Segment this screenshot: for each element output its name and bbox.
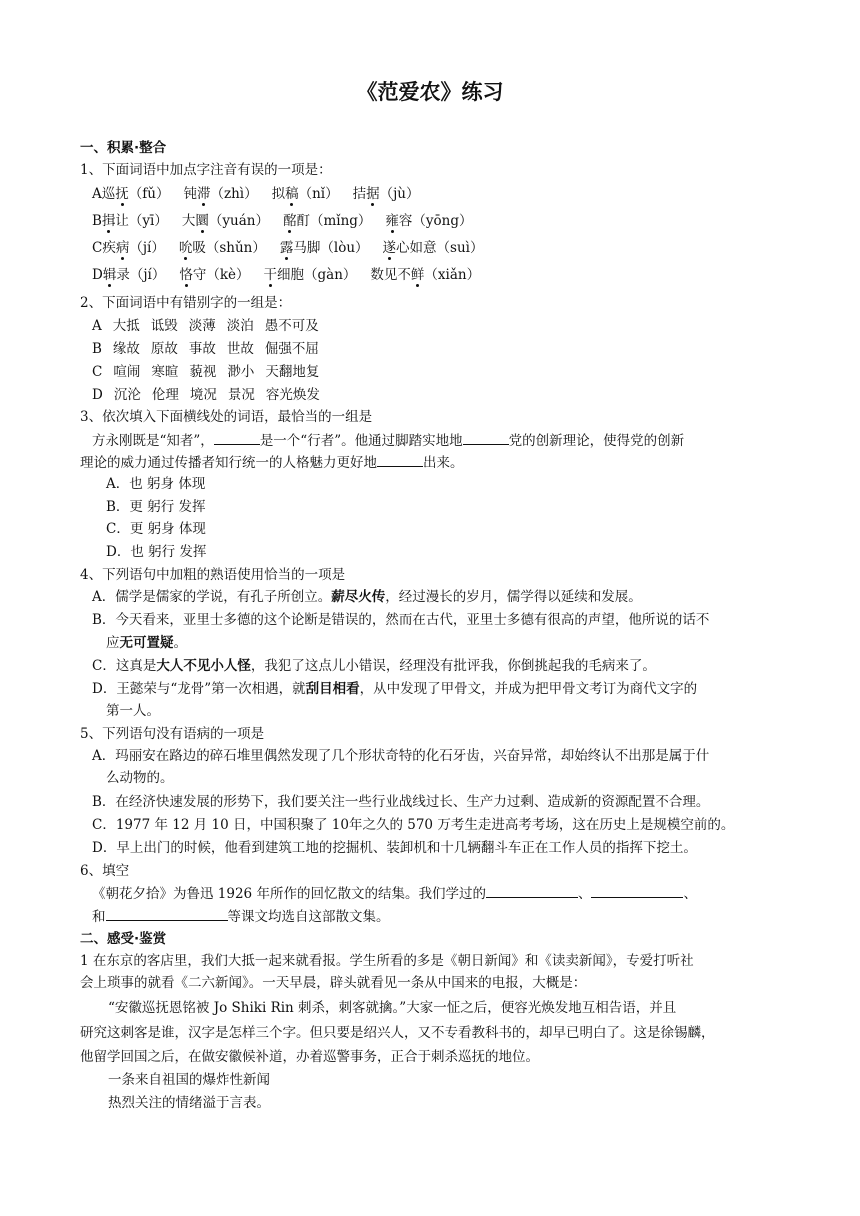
q6-blank-1[interactable] [486,883,578,898]
q4-idiom-b: 无可置疑 [119,635,174,651]
q5-option-b: B．在经济快速发展的形势下，我们要关注一些行业战线过长、生产力过剩、造成新的资源配置不合理。 [92,794,710,810]
q3-option-b: B．更 躬行 发挥 [106,499,206,515]
q2-stem: 2、下面词语中有错别字的一组是： [80,295,292,311]
passage-line-1: 1 在东京的客店里，我们大抵一起来就看报。学生所看的多是《朝日新闻》和《读卖新闻》，专爱打听社 [80,953,694,969]
q3-blank-2[interactable] [463,430,509,445]
q5-option-a-line-2: 么动物的。 [106,770,174,786]
q6-line-1: 《朝花夕拾》为鲁迅 1926 年所作的回忆散文的结集。我们学过的 、 、 [92,883,697,904]
q4-idiom-c: 大人不见小人怪 [156,658,251,674]
passage-line-3: “安徽巡抚恩铭被 Jo Shiki Rin 刺杀，刺客就擒。”大家一怔之后，便容光焕发地互相告语，并且 [108,1000,677,1016]
q4-stem: 4、下列语句中加粗的熟语使用恰当的一项是 [80,567,346,583]
section-heading-2: 二、感受·鉴赏 [80,931,167,947]
q4-option-c: C．这真是大人不见小人怪，我犯了这点儿小错误，经理没有批评我，你倒挑起我的毛病来了。 [92,658,656,674]
q1-option-b: B揖让（yī） 大圜（yuán） 酩酊（mǐng） 雍容（yōng） [92,213,473,229]
q3-blank-1[interactable] [214,430,260,445]
section-heading-1: 一、积累·整合 [80,140,167,156]
q6-line-2: 和 等课文均选自这部散文集。 [92,906,390,927]
q3-passage-line-1: 方永刚既是“知者”， 是一个“行者”。他通过脚踏实地地 党的创新理论，使得党的创新 [92,430,684,451]
q6-blank-3[interactable] [106,906,228,921]
passage-note-2: 热烈关注的情绪溢于言表。 [108,1095,270,1111]
q3-option-c: C．更 躬身 体现 [106,521,206,537]
q2-option-b: B 缘故 原故 事故 世故 倔强不屈 [92,341,319,357]
q4-idiom-a: 薪尽火传 [331,589,386,605]
q6-blank-2[interactable] [591,883,683,898]
q1-stem: 1、下面词语中加点字注音有误的一项是： [80,162,332,178]
passage-note-1: 一条来自祖国的爆炸性新闻 [108,1072,270,1088]
q4-option-a: A．儒学是儒家的学说，有孔子所创立。薪尽火传，经过漫长的岁月，儒学得以延续和发展。 [92,589,642,605]
q3-option-d: D．也 躬行 发挥 [106,544,207,560]
q3-blank-3[interactable] [377,452,423,467]
q3-stem: 3、依次填入下面横线处的词语，最恰当的一组是 [80,409,373,425]
q5-option-d: D．早上出门的时候，他看到建筑工地的挖掘机、装卸机和十几辆翻斗车正在工作人员的指挥下挖土。 [92,840,697,856]
q4-option-d-line-1: D．王懿荣与“龙骨”第一次相遇，就刮目相看，从中发现了甲骨文，并成为把甲骨文考订为商代文字的 [92,681,698,697]
q5-stem: 5、下列语句没有语病的一项是 [80,726,265,742]
q1-option-d: D辑录（jí） 恪守（kè） 干细胞（gàn） 数见不鲜（xiǎn） [92,267,481,283]
q1-option-c: C疾病（jí） 吮吸（shǔn） 露马脚（lòu） 遂心如意（suì） [92,240,484,256]
passage-line-5: 他留学回国之后，在做安徽候补道，办着巡警事务，正合于刺杀巡抚的地位。 [80,1049,539,1065]
q3-option-a: A．也 躬身 体现 [106,476,206,492]
q2-option-d: D 沉沦 伦理 境况 景况 容光焕发 [92,387,320,403]
q4-option-d-line-2: 第一人。 [106,703,160,719]
passage-line-2: 会上琐事的就看《二六新闻》。一天早晨，辟头就看见一条从中国来的电报，大概是： [80,975,587,991]
q2-option-c: C 喧闹 寒暄 藐视 渺小 天翻地复 [92,364,320,380]
q5-option-c: C．1977 年 12 月 10 日，中国积聚了 10年之久的 570 万考生走进高考考场，这在历史上是规模空前的。 [92,817,735,833]
q1-option-a: A巡抚（fǔ） 钝滞（zhì） 拟稿（nǐ） 拮据（jù） [92,186,420,202]
q2-option-a: A 大抵 诋毁 淡薄 淡泊 愚不可及 [92,318,319,334]
q4-option-b-line-1: B．今天看来，亚里士多德的这个论断是错误的，然而在古代，亚里士多德有很高的声望，他所说的话不 [92,612,710,628]
q5-option-a-line-1: A．玛丽安在路边的碎石堆里偶然发现了几个形状奇特的化石牙齿，兴奋异常，却始终认不出那是属于什 [92,748,710,764]
passage-line-4: 研究这刺客是谁，汉字是怎样三个字。但只要是绍兴人，又不专看教科书的，却早已明白了。这是徐锡麟， [80,1025,715,1041]
page-title: 《范爱农》练习 [356,80,504,104]
q6-stem: 6、填空 [80,863,130,879]
q4-option-b-line-2: 应无可置疑。 [106,635,187,651]
q3-passage-line-2: 理论的威力通过传播者知行统一的人格魅力更好地 出来。 [80,452,464,473]
q4-idiom-d: 刮目相看 [305,681,360,697]
